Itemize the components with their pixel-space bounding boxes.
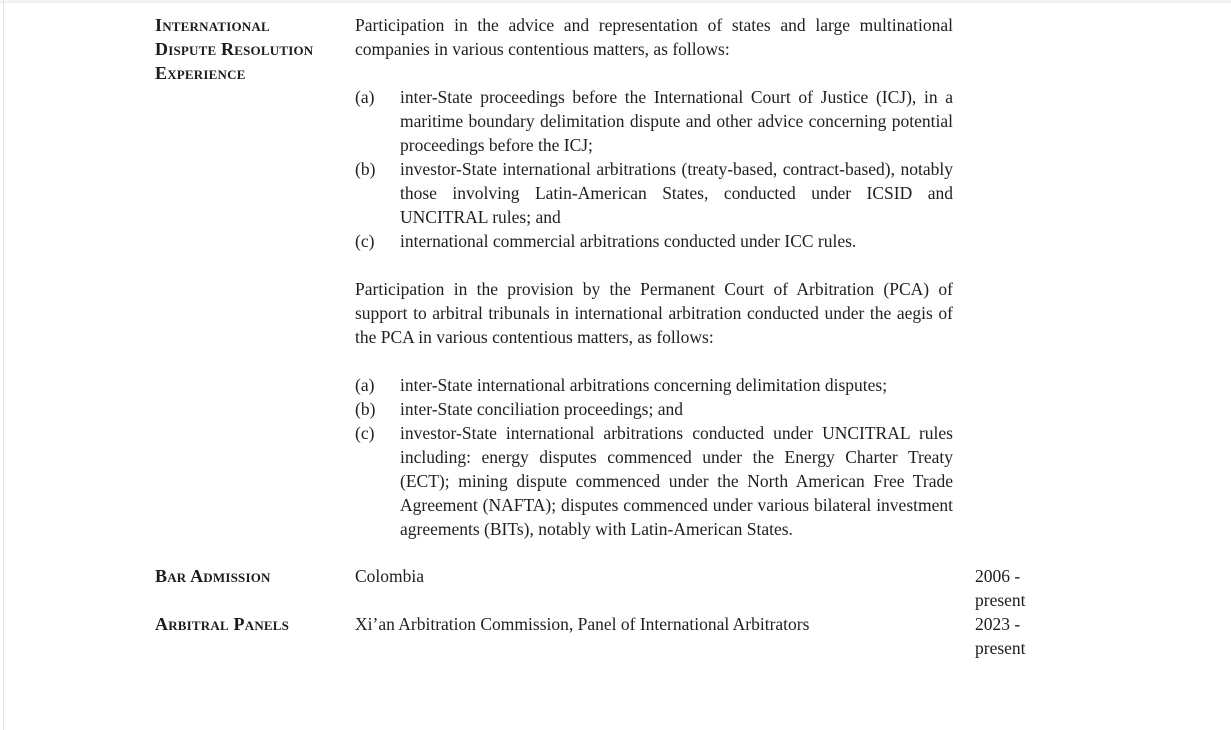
document-content [155, 13, 1215, 660]
experience-paragraph-2: Participation in the provision by the Permanent Court of Arbitration (PCA) of support to arbitral tribunals in international arbitration conducted under the aegis of the PCA in various contentious matters, as follows: [355, 279, 953, 347]
experience-list-2 [355, 373, 953, 541]
section-heading-arbitral-panels: Arbitral Panels [155, 614, 290, 634]
list-item [355, 397, 953, 421]
bar-admission-date: 2006 - present [975, 566, 1026, 610]
section-arbitral-panels [155, 612, 1215, 660]
list-item [355, 157, 953, 229]
arbitral-panels-value: Xi’an Arbitration Commission, Panel of International Arbitrators [355, 614, 810, 634]
bar-admission-value: Colombia [355, 566, 425, 586]
list-marker: (c) [355, 423, 375, 443]
experience-paragraph-1: Participation in the advice and representation of states and large multinational companies in various contentious matters, as follows: [355, 15, 953, 59]
list-item-text: international commercial arbitrations conducted under ICC rules. [400, 231, 857, 251]
list-marker: (a) [355, 87, 375, 107]
list-marker: (a) [355, 375, 375, 395]
list-item [355, 229, 953, 253]
list-item [355, 421, 953, 541]
list-marker: (b) [355, 159, 376, 179]
list-item [355, 85, 953, 157]
experience-list-1 [355, 85, 953, 253]
list-marker: (c) [355, 231, 375, 251]
list-item-text: inter-State proceedings before the International Court of Justice (ICJ), in a maritime boundary delimitation dispute and other advice concerning potential proceedings before the ICJ; [400, 87, 953, 155]
section-experience [155, 13, 1215, 541]
experience-body [355, 13, 953, 541]
list-marker: (b) [355, 399, 376, 419]
list-item-text: inter-State international arbitrations concerning delimitation disputes; [400, 375, 888, 395]
list-item [355, 373, 953, 397]
page-top-edge [0, 0, 1231, 3]
section-heading-experience: International Dispute Resolution Experience [155, 15, 314, 83]
list-item-text: investor-State international arbitrations (treaty-based, contract-based), notably those involving Latin-American States, conducted under ICSID and UNCITRAL rules; and [400, 159, 953, 227]
arbitral-panels-date: 2023 - present [975, 614, 1026, 658]
section-heading-bar-admission: Bar Admission [155, 566, 271, 586]
list-item-text: investor-State international arbitrations conducted under UNCITRAL rules including: energy disputes commenced under the Energy Charter Treaty (ECT); mining dispute commenced under the North American Free Trade Agreement (NAFTA); disputes commenced under various bilateral investment agreements (BITs), notably with Latin-American States. [400, 423, 953, 539]
page-left-edge [3, 0, 4, 730]
list-item-text: inter-State conciliation proceedings; and [400, 399, 683, 419]
section-bar-admission [155, 564, 1215, 612]
